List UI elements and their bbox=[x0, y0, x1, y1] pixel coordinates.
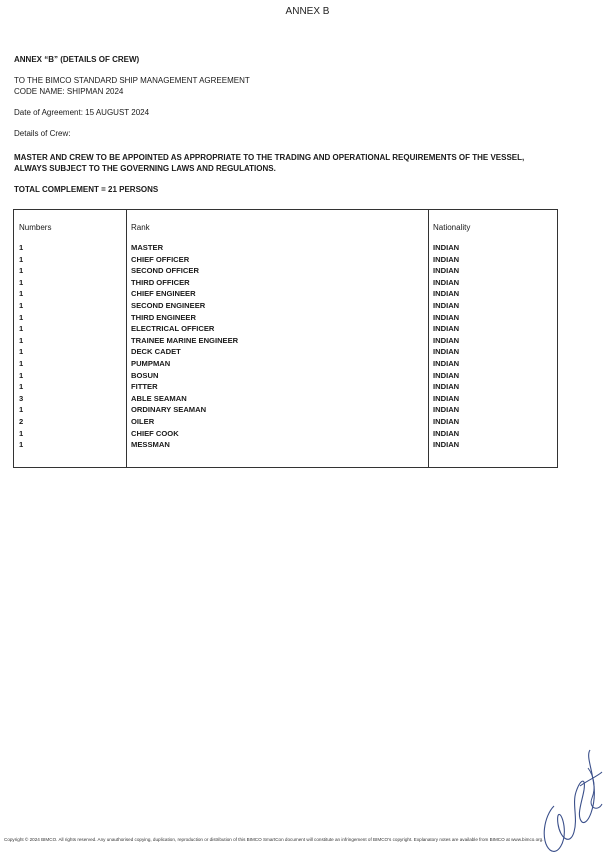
crew-nationality-cell: INDIAN bbox=[433, 382, 460, 392]
crew-nationality-cell: INDIAN bbox=[433, 440, 460, 450]
crew-rank-cell: SECOND ENGINEER bbox=[131, 300, 206, 310]
numbers-column bbox=[19, 242, 23, 451]
crew-number-cell: 1 bbox=[19, 440, 24, 450]
crew-number-cell: 1 bbox=[19, 382, 24, 392]
crew-rank-cell: ABLE SEAMAN bbox=[131, 393, 187, 403]
crew-rank-cell: PUMPMAN bbox=[131, 358, 171, 368]
crew-nationality-cell: INDIAN bbox=[433, 335, 460, 345]
crew-nationality-cell: INDIAN bbox=[433, 428, 460, 438]
crew-rank-cell: THIRD ENGINEER bbox=[131, 312, 196, 322]
crew-nationality-cell: INDIAN bbox=[433, 358, 460, 368]
crew-rank-cell: ELECTRICAL OFFICER bbox=[131, 324, 215, 334]
page-header: ANNEX B bbox=[285, 6, 330, 17]
crew-rank-cell: SECOND OFFICER bbox=[131, 266, 199, 276]
crew-number-cell: 1 bbox=[19, 347, 24, 357]
column-divider bbox=[126, 210, 127, 467]
crew-rank-cell: TRAINEE MARINE ENGINEER bbox=[131, 335, 239, 345]
crew-number-cell: 1 bbox=[19, 335, 24, 345]
crew-table bbox=[13, 209, 558, 468]
crew-number-cell: 1 bbox=[19, 405, 24, 415]
crew-rank-cell: FITTER bbox=[131, 382, 158, 392]
crew-rank-cell: OILER bbox=[131, 416, 155, 426]
crew-number-cell: 1 bbox=[19, 312, 24, 322]
annex-title: ANNEX “B” (DETAILS OF CREW) bbox=[14, 55, 140, 64]
crew-statement: MASTER AND CREW TO BE APPOINTED AS APPROPRIATE TO THE TRADING AND OPERATIONAL REQUIREMENTS OF THE VESSEL, ALWAYS SUBJECT TO THE GOVERNING LAWS AND REGULATIONS. bbox=[14, 153, 525, 173]
crew-nationality-cell: INDIAN bbox=[433, 324, 460, 334]
crew-nationality-cell: INDIAN bbox=[433, 266, 460, 276]
crew-number-cell: 1 bbox=[19, 428, 24, 438]
crew-rank-cell: BOSUN bbox=[131, 370, 159, 380]
column-divider bbox=[428, 210, 429, 467]
crew-nationality-cell: INDIAN bbox=[433, 370, 460, 380]
crew-nationality-cell: INDIAN bbox=[433, 347, 460, 357]
crew-rank-cell: CHIEF COOK bbox=[131, 428, 179, 438]
crew-nationality-cell: INDIAN bbox=[433, 416, 460, 426]
crew-nationality-cell: INDIAN bbox=[433, 393, 460, 403]
crew-number-cell: 2 bbox=[19, 416, 24, 426]
crew-number-cell: 1 bbox=[19, 370, 24, 380]
agreement-date: Date of Agreement: 15 AUGUST 2024 bbox=[14, 108, 150, 117]
crew-rank-cell: ORDINARY SEAMAN bbox=[131, 405, 207, 415]
crew-number-cell: 3 bbox=[19, 393, 24, 403]
crew-number-cell: 1 bbox=[19, 289, 24, 299]
crew-rank-cell: THIRD OFFICER bbox=[131, 277, 190, 287]
header-rank: Rank bbox=[131, 223, 150, 232]
crew-rank-cell: MESSMAN bbox=[131, 440, 170, 450]
agreement-line-1: TO THE BIMCO STANDARD SHIP MANAGEMENT AGREEMENT bbox=[14, 76, 250, 85]
total-complement: TOTAL COMPLEMENT = 21 PERSONS bbox=[14, 185, 159, 194]
crew-rank-cell: MASTER bbox=[131, 243, 164, 252]
crew-nationality-cell: INDIAN bbox=[433, 300, 460, 310]
details-of-crew-label: Details of Crew: bbox=[14, 129, 71, 138]
crew-nationality-cell: INDIAN bbox=[433, 254, 460, 264]
crew-number-cell: 1 bbox=[19, 277, 24, 287]
copyright-footer: Copyright © 2024 BIMCO. All rights reserved. Any unauthorised copying, duplication, reproduction or distribution of this BIMCO SmartCon document will constitute an infringement of BIMCO’s copyright. Explanatory notes are available from BIMCO at www.bimco.org. bbox=[4, 837, 544, 842]
crew-rank-cell: DECK CADET bbox=[131, 347, 181, 357]
crew-rank-cell: CHIEF ENGINEER bbox=[131, 289, 196, 299]
agreement-code-name: CODE NAME: SHIPMAN 2024 bbox=[14, 87, 124, 96]
rank-column bbox=[131, 242, 238, 451]
crew-nationality-cell: INDIAN bbox=[433, 405, 460, 415]
crew-nationality-cell: INDIAN bbox=[433, 289, 460, 299]
crew-number-cell: 1 bbox=[19, 254, 24, 264]
crew-number-cell: 1 bbox=[19, 358, 24, 368]
crew-number-cell: 1 bbox=[19, 266, 24, 276]
crew-nationality-cell: INDIAN bbox=[433, 243, 460, 252]
crew-nationality-cell: INDIAN bbox=[433, 312, 460, 322]
header-nationality: Nationality bbox=[433, 223, 471, 232]
crew-rank-cell: CHIEF OFFICER bbox=[131, 254, 190, 264]
nationality-column bbox=[433, 242, 459, 451]
crew-number-cell: 1 bbox=[19, 324, 24, 334]
crew-number-cell: 1 bbox=[19, 243, 24, 252]
header-numbers: Numbers bbox=[19, 223, 52, 232]
crew-nationality-cell: INDIAN bbox=[433, 277, 460, 287]
crew-number-cell: 1 bbox=[19, 300, 24, 310]
